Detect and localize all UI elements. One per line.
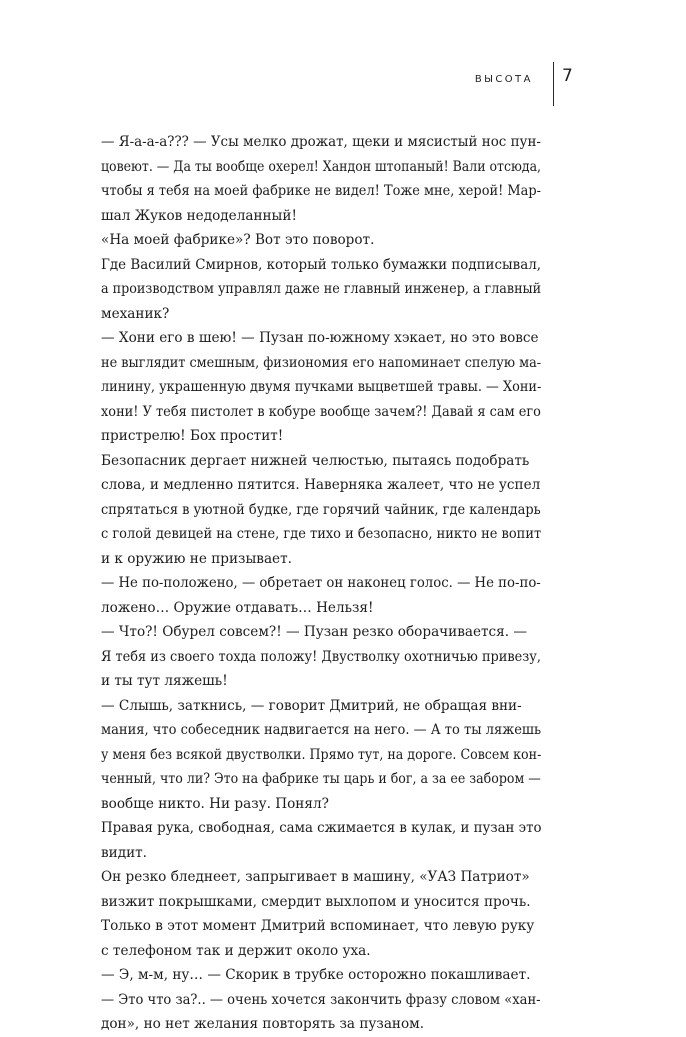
section-title: ВЫСОТА [474, 74, 533, 85]
paragraph-first-line: Где Василий Смирнов, который только бумажки подписывал, [101, 256, 541, 273]
paragraph-line: видит. [101, 844, 147, 861]
paragraph-line: мания, что собеседник надвигается на него. — А то ты ляжешь [101, 722, 542, 738]
paragraph-line: вообще никто. Ни разу. Понял? [101, 795, 329, 812]
paragraph-line: а производством управлял даже не главный инженер, а главный [101, 281, 542, 297]
paragraph-line: визжит покрышками, смердит выхлопом и уносится прочь. [101, 893, 531, 910]
paragraph-first-line: Безопасник дергает нижней челюстью, пытаясь подобрать [101, 452, 530, 469]
paragraph-line: пристрелю! Бох простит! [101, 428, 284, 444]
paragraph-first-line: — Э, м-м, ну… — Скорик в трубке осторожно покашливает. [101, 967, 531, 983]
paragraph-line: спрятаться в уютной будке, где горячий чайник, где календарь [101, 501, 541, 518]
paragraph-line: дон», но нет желания повторять за пузаном. [101, 1016, 425, 1032]
paragraph-first-line: Только в этот момент Дмитрий вспоминает, что левую руку [101, 918, 535, 934]
paragraph-line: чтобы я тебя на моей фабрике не видел! Тоже мне, херой! Мар- [101, 183, 541, 199]
running-head [475, 62, 554, 106]
paragraph-line: ложено… Оружие отдавать… Нельзя! [101, 599, 374, 616]
paragraph-line: Я тебя из своего тохда положу! Двустволку охотничью привезу, [101, 648, 541, 665]
paragraph-first-line: — Слышь, заткнись, — говорит Дмитрий, не обращая вни- [101, 697, 522, 714]
paragraph-first-line: — Хони его в шею! — Пузан по-южному хэкает, но это вовсе [101, 330, 539, 346]
paragraph-line: ченный, что ли? Это на фабрике ты царь и бог, а за ее забором — [101, 771, 541, 787]
paragraph-line: у меня без всякой двустволки. Прямо тут, на дороге. Совсем кон- [101, 746, 542, 763]
paragraph-first-line: «На моей фабрике»? Вот это поворот. [101, 232, 375, 248]
page-number: 7 [562, 66, 573, 86]
paragraph-first-line: Правая рука, свободная, сама сжимается в кулак, и пузан это [101, 820, 542, 836]
paragraph-line: линину, украшенную двумя пучками выцветшей травы. — Хони- [101, 379, 542, 395]
paragraph-line: механик? [101, 305, 170, 322]
paragraph-line: слова, и медленно пятится. Наверняка жалеет, что не успел [101, 477, 541, 493]
paragraph-first-line: — Что?! Обурел совсем?! — Пузан резко оборачивается. — [101, 624, 527, 640]
paragraph-first-line: — Не по-положено, — обретает он наконец голос. — Не по-по- [101, 575, 541, 591]
paragraph-first-line: — Я-а-а-а??? — Усы мелко дрожат, щеки и мясистый нос пун- [101, 134, 541, 150]
paragraph-line: с голой девицей на стене, где тихо и безопасно, никто не вопит [101, 526, 542, 542]
paragraph-first-line: Он резко бледнеет, запрыгивает в машину, «УАЗ Патриот» [101, 869, 530, 885]
paragraph-line: и к оружию не призывает. [101, 550, 292, 567]
header-divider [553, 62, 554, 106]
paragraph-first-line: — Это что за?.. — очень хочется закончить фразу словом «хан- [101, 991, 541, 1008]
paragraph-line: с телефоном так и держит около уха. [101, 942, 371, 959]
paragraph-line: шал Жуков недоделанный! [101, 207, 297, 224]
text-body [101, 130, 541, 1037]
paragraph-line: хони! У тебя пистолет в кобуре вообще зачем?! Давай я сам его [101, 403, 541, 420]
paragraph-line: и ты тут ляжешь! [101, 673, 228, 689]
paragraph-line: цовеют. — Да ты вообще охерел! Хандон штопаный! Вали отсюда, [101, 158, 542, 175]
paragraph-line: не выглядит смешным, физиономия его напоминает спелую ма- [101, 354, 542, 371]
